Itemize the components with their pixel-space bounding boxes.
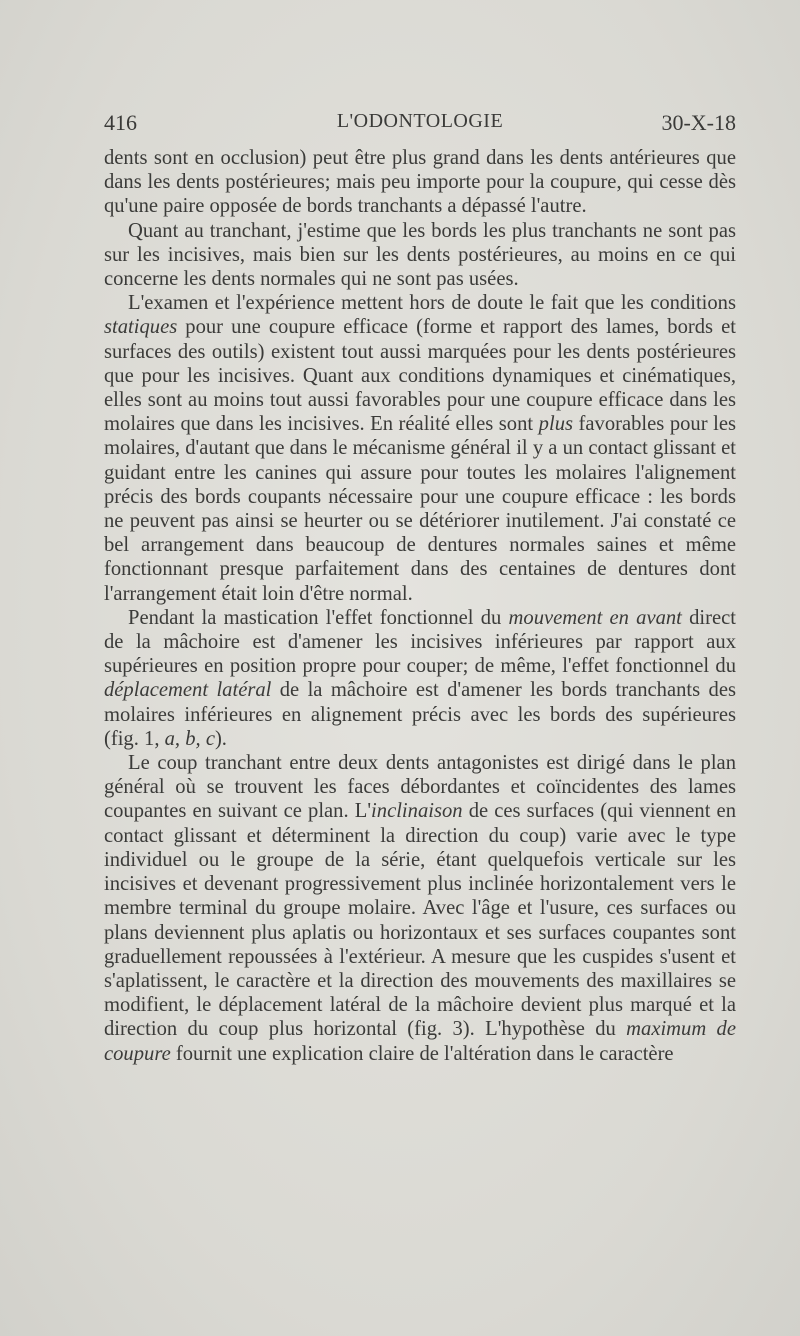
issue-date: 30-X-18 (661, 110, 736, 135)
paragraph-p1 (104, 146, 736, 219)
text-run: de la mâchoire est d'amener les bords tranchants des molaires inférieures en alignement précis avec les bords des supérieures (fig. 1, (104, 679, 736, 750)
italic-run: statiques (104, 316, 178, 339)
journal-title: L'ODONTOLOGIE (336, 110, 504, 132)
italic-run: maximum de coupure (104, 1018, 736, 1065)
italic-run: plus (538, 413, 574, 436)
paragraph-p5 (104, 751, 736, 1066)
paragraph-p4 (104, 606, 736, 751)
text-run: fournit une explication claire de l'altération dans le caractère (170, 1042, 674, 1065)
text-run: favorables pour les molaires, d'autant que dans le mécanisme général il y a un contact glissant et guidant entre les canines qui assure pour toutes les molaires l'alignement précis des bords coupants nécessaire pour une coupure efficace : les bords ne peuvent pas ainsi se heurter ou se détériorer inutilement. J'ai constaté ce bel arrangement dans beaucoup de dentures normales saines et même fonctionnant presque parfaitement dans des centaines de dentures dont l'arrangement était loin d'être normal. (104, 413, 736, 605)
italic-run: inclinaison (371, 800, 463, 823)
text-run: ). (214, 727, 227, 750)
text-run: de ces surfaces (qui viennent en contact glissant et déterminent la direction du coup) varie avec le type individuel ou le groupe de la série, étant quelquefois verticale sur les incisives et devenant progressivement plus inclinée horizontalement vers le membre terminal du groupe molaire. Avec l'âge et l'usure, ces surfaces ou plans deviennent plus aplatis ou horizontaux et ses surfaces coupantes sont graduellement repoussées à l'extérieur. A mesure que les cuspides s'usent et s'aplatissent, le caractère et la direction des mouvements des maxillaires se modifient, le déplacement latéral de la mâchoire devient plus marqué et la direction du coup plus horizontal (fig. 3). L'hypothèse du (104, 800, 736, 1041)
body-text (104, 146, 736, 1066)
text-run: Quant au tranchant, j'estime que les bords les plus tranchants ne sont pas sur les incisives, mais bien sur les dents postérieures, au moins en ce qui concerne les dents normales qui ne sont pas usées. (104, 219, 736, 291)
text-run: Pendant la mastication l'effet fonctionnel du (128, 606, 509, 629)
text-run: dents sont en occlusion) peut être plus grand dans les dents antérieures que dans les dents postérieures; mais peu importe pour la coupure, qui cesse dès qu'une paire opposée de bords tranchants a dépassé l'autre. (104, 147, 736, 218)
page-number: 416 (104, 110, 137, 135)
italic-run: déplacement latéral (104, 679, 272, 702)
paragraph-p3 (104, 291, 736, 606)
italic-run: a, b, c (164, 727, 215, 750)
text-run: Le coup tranchant entre deux dents antagonistes est dirigé dans le plan général où se trouvent les faces débordantes et coïncidentes des lames coupantes en suivant ce plan. L' (104, 752, 736, 823)
text-run: L'examen et l'expérience mettent hors de doute le fait que les conditions (128, 292, 736, 315)
text-run: direct de la mâchoire est d'amener les incisives inférieures par rapport aux supérieures en position propre pour couper; de même, l'effet fonctionnel du (104, 606, 737, 678)
paragraph-p2 (104, 219, 736, 292)
text-run: pour une coupure efficace (forme et rapport des lames, bords et surfaces des outils) existent tout aussi marquées pour les dents postérieures que pour les incisives. Quant aux conditions dynamiques et cinématiques, elles sont au moins tout aussi favorables pour une coupure efficace dans les molaires que dans les incisives. En réalité elles sont (104, 316, 736, 436)
italic-run: mouvement en avant (508, 606, 682, 629)
running-header (104, 110, 736, 144)
